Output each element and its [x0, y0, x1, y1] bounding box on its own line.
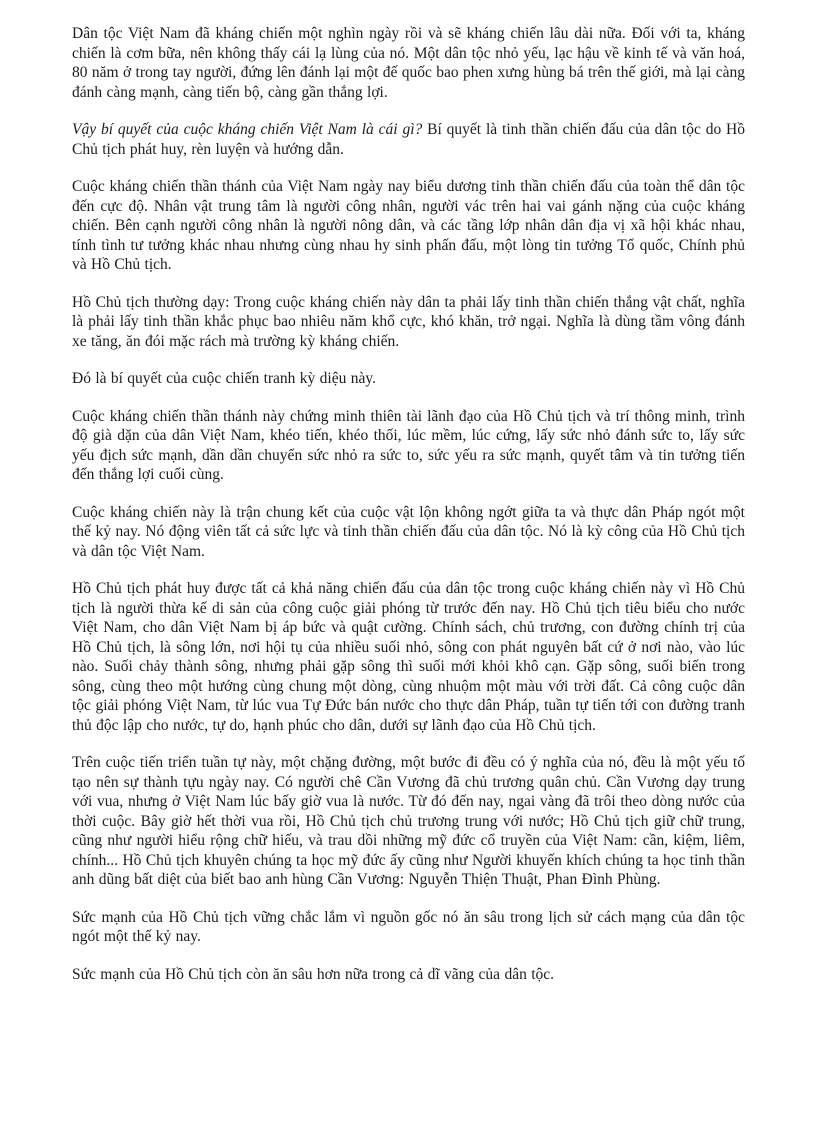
text-run: Hồ Chủ tịch phát huy được tất cả khả năng chiến đấu của dân tộc trong cuộc kháng chiến này vì Hồ Chủ tịch là người thừa kế di sản của công cuộc giải phóng từ trước đến nay. Hồ Chủ tịch tiêu biểu cho nước Việt Nam, cho dân Việt Nam bị áp bức và quật cường. Chính sách, chủ trương, con đường chính trị của Hồ Chủ tịch, là sông lớn, nơi hội tụ của nhiều suối nhỏ, sông con phát nguyên bất cứ ở nơi nào, vào lúc nào. Suối chảy thành sông, nhưng phải gặp sông thì suối mới khỏi khô cạn. Gặp sông, suối biến trong sông, cùng theo một hướng cùng chung một dòng, cùng nhuộm một màu với trời đất. Cả công cuộc dân tộc giải phóng Việt Nam, từ lúc vua Tự Đức bán nước cho thực dân Pháp, tuần tự tiến tới con đường tranh thủ độc lập cho nước, tự do, hạnh phúc cho dân, dưới sự lãnh đạo của Hồ Chủ tịch. — [72, 580, 745, 734]
document-body — [72, 24, 745, 984]
text-run: Hồ Chủ tịch thường dạy: Trong cuộc kháng chiến này dân ta phải lấy tinh thần chiến thắng vật chất, nghĩa là phải lấy tinh thần khắc phục bao nhiêu năm khổ cực, khó khăn, trở ngại. Nghĩa là dùng tầm vông đánh xe tăng, ăn đói mặc rách mà trường kỳ kháng chiến. — [72, 293, 745, 350]
italic-text-run: Vậy bí quyết của cuộc kháng chiến Việt Nam là cái gì? — [72, 121, 423, 138]
paragraph — [72, 120, 745, 159]
text-run: Cuộc kháng chiến này là trận chung kết của cuộc vật lộn không ngớt giữa ta và thực dân Pháp ngót một thế kỷ nay. Nó động viên tất cả sức lực và tinh thần chiến đấu của dân tộc. Nó là kỳ công của Hồ Chủ tịch và dân tộc Việt Nam. — [72, 503, 745, 560]
paragraph — [72, 293, 745, 352]
text-run: Sức mạnh của Hồ Chủ tịch còn ăn sâu hơn nữa trong cả dĩ vãng của dân tộc. — [72, 965, 555, 983]
paragraph — [72, 369, 745, 389]
text-run: Trên cuộc tiến triển tuần tự này, một chặng đường, một bước đi đều có ý nghĩa của nó, đều là một yếu tố tạo nên sự thành tựu ngày nay. Có người chê Cần Vương đã chủ trương quân chủ. Cần Vương dạy trung với vua, nhưng ở Việt Nam lúc bấy giờ vua là nước. Từ đó đến nay, ngai vàng đã trôi theo dòng nước của thời cuộc. Bây giờ hết thời vua rồi, Hồ Chủ tịch chủ trương trung với nước; Hồ Chủ tịch giữ chữ trung, cũng như người hiểu rộng chữ hiếu, và trau dồi những mỹ đức cổ truyền của Việt Nam: cần, kiệm, liêm, chính... Hồ Chủ tịch khuyên chúng ta học mỹ đức ấy cũng như Người khuyến khích chúng ta học tinh thần anh dũng bất diệt của biết bao anh hùng Cần Vương: Nguyễn Thiện Thuật, Phan Đình Phùng. — [72, 754, 745, 888]
paragraph — [72, 407, 745, 485]
text-run: Dân tộc Việt Nam đã kháng chiến một nghìn ngày rồi và sẽ kháng chiến lâu dài nữa. Đối với ta, kháng chiến là cơm bữa, nên không thấy cái lạ lùng của nó. Một dân tộc nhỏ yếu, lạc hậu về kinh tế và văn hoá, 80 năm ở trong tay người, đứng lên đánh lại một đế quốc bao phen xưng hùng bá trên thế giới, mà lại càng đánh càng mạnh, càng tiến bộ, càng gần thắng lợi. — [72, 25, 745, 101]
paragraph — [72, 24, 745, 102]
text-run: Sức mạnh của Hồ Chủ tịch vững chắc lắm vì nguồn gốc nó ăn sâu trong lịch sử cách mạng của dân tộc ngót một thế kỷ nay. — [72, 908, 745, 945]
paragraph — [72, 177, 745, 275]
text-run: Cuộc kháng chiến thần thánh của Việt Nam ngày nay biểu dương tinh thần chiến đấu của toàn thể dân tộc đến cực độ. Nhân vật trung tâm là người công nhân, người vác trên hai vai gánh nặng của cuộc kháng chiến. Bên cạnh người công nhân là người nông dân, và các tầng lớp nhân dân địa vị xã hội khác nhau, tính tình tư tưởng khác nhau nhưng cùng nhau hy sinh phấn đấu, một lòng tin tưởng Tổ quốc, Chính phủ và Hồ Chủ tịch. — [72, 178, 745, 273]
text-run: Bí quyết là tinh thần chiến đấu của dân tộc do Hồ Chủ tịch phát huy, rèn luyện và hướng dẫn. — [72, 121, 746, 158]
paragraph — [72, 908, 745, 947]
paragraph — [72, 503, 745, 562]
paragraph — [72, 965, 745, 985]
text-run: Cuộc kháng chiến thần thánh này chứng minh thiên tài lãnh đạo của Hồ Chủ tịch và trí thông minh, trình độ già dặn của dân Việt Nam, khéo tiến, khéo thối, lúc mềm, lúc cứng, lấy sức nhỏ đánh sức to, lấy sức yếu địch sức mạnh, dần dần chuyển sức nhỏ ra sức to, sức yếu ra sức mạnh, quyết tâm và tin tưởng tiến đến thắng lợi cuối cùng. — [72, 407, 745, 483]
text-run: Đó là bí quyết của cuộc chiến tranh kỳ diệu này. — [72, 370, 376, 387]
paragraph — [72, 753, 745, 890]
paragraph — [72, 579, 745, 735]
